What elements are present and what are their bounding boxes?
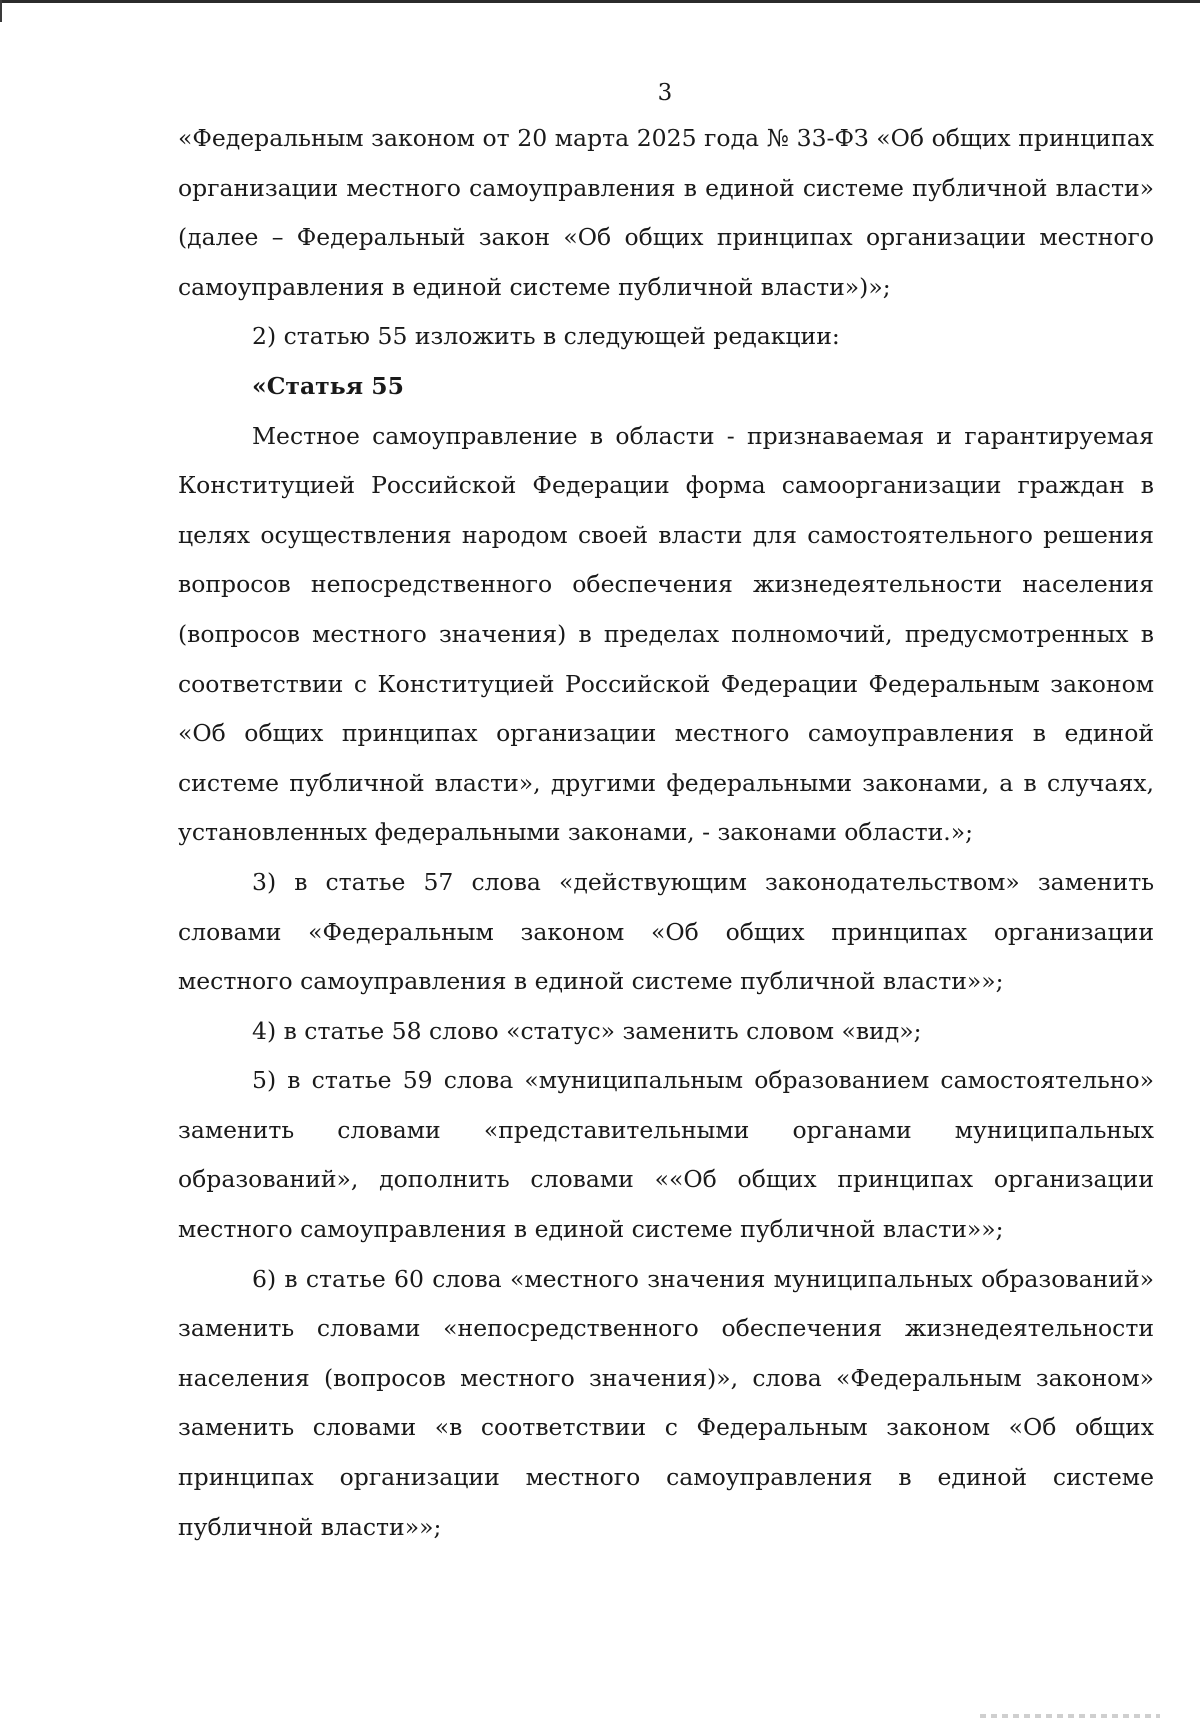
article-heading: «Статья 55 (252, 371, 404, 400)
paragraph-article-55-text: Местное самоуправление в области - признаваемая и гарантируемая Конституцией Российской Федерации форма самоорганизации граждан в целях осуществления народом своей власти для самостоятельного решения вопросов непосредственного обеспечения жизнедеятельности населения (вопросов местного значения) в пределах полномочий, предусмотренных в соответствии с Конституцией Российской Федерации Федеральным законом «Об общих принципах организации местного самоуправления в единой системе публичной власти», другими федеральными законами, а в случаях, установленных федеральными законами, - законами области.»; (178, 421, 1154, 847)
paragraph-item-2: 2) статью 55 изложить в следующей редакции: (252, 322, 840, 351)
scan-top-edge (0, 0, 1200, 3)
paragraph-item-5: 5) в статье 59 слова «муниципальным образованием самостоятельно» заменить словами «представительными органами муниципальных образований», дополнить словами ««Об общих принципах организации местного самоуправления в единой системе публичной власти»»; (178, 1066, 1154, 1244)
scan-left-edge (0, 0, 2, 22)
paragraph-item-3: 3) в статье 57 слова «действующим законодательством» заменить словами «Федеральным законом «Об общих принципах организации местного самоуправления в единой системе публичной власти»»; (178, 867, 1154, 996)
paragraph-continuation: «Федеральным законом от 20 марта 2025 года № 33-ФЗ «Об общих принципах организации местного самоуправления в единой системе публичной власти» (далее – Федеральный закон «Об общих принципах организации местного самоуправления в единой системе публичной власти»)»; (178, 124, 1154, 301)
scan-bottom-artifact (980, 1714, 1160, 1718)
paragraph-item-6: 6) в статье 60 слова «местного значения муниципальных образований» заменить словами «непосредственного обеспечения жизнедеятельности населения (вопросов местного значения)», слова «Федеральным законом» заменить словами «в соответствии с Федеральным законом «Об общих принципах организации местного самоуправления в единой системе публичной власти»»; (178, 1264, 1154, 1541)
page-number: 3 (657, 80, 673, 106)
paragraph-item-4: 4) в статье 58 слово «статус» заменить словом «вид»; (252, 1016, 922, 1045)
document-body (178, 114, 1154, 1552)
